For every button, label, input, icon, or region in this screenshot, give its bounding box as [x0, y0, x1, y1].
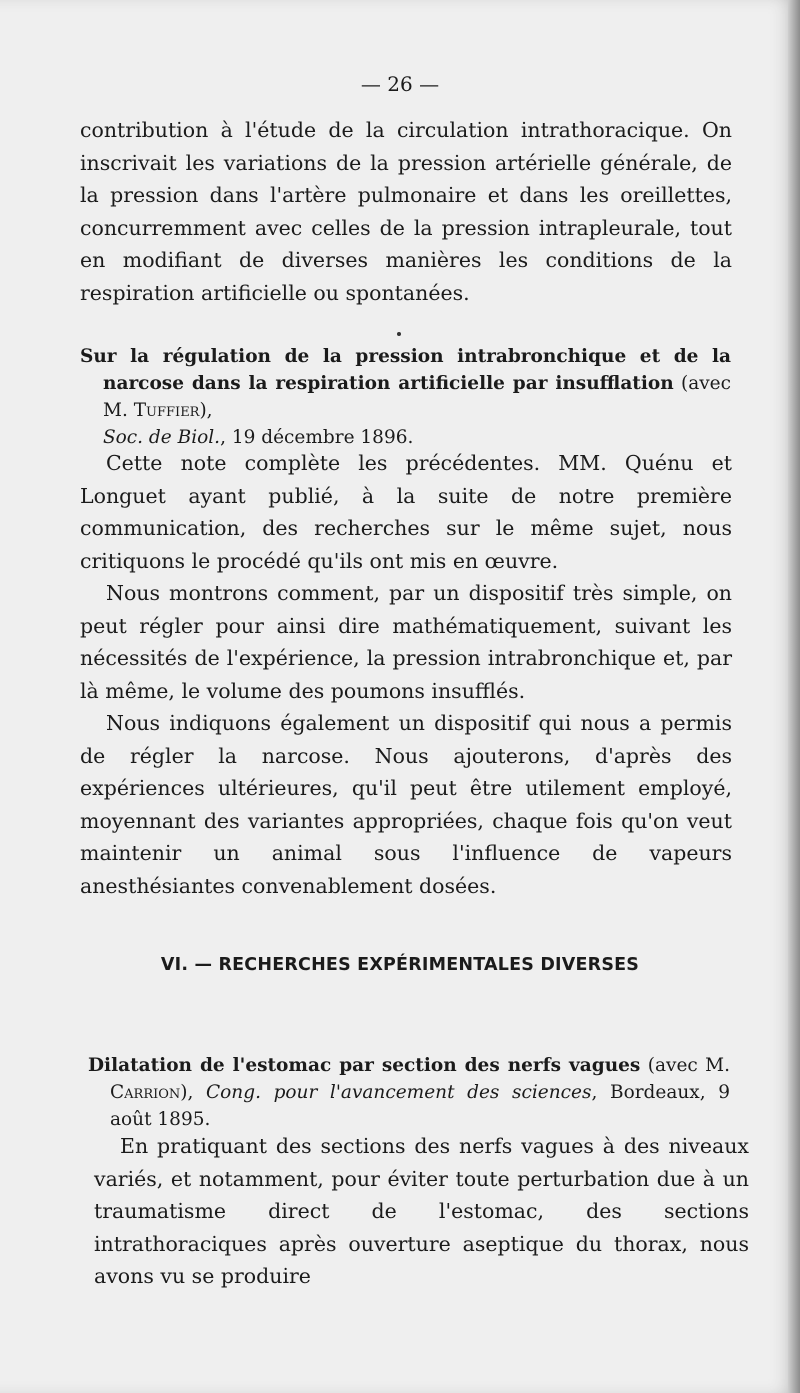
- entry-2-coauthor: Carrion: [110, 1082, 181, 1103]
- entry-1-coauthor: Tuffier: [133, 400, 200, 421]
- entry-2-paragraph: En pratiquant des sections des nerfs vagues à des niveaux variés, et notamment, pour éviter toute perturbation due à un traumatisme direct de l'estomac, des sections intrathoraciques après ouverture aseptique du thorax, nous avons vu se produire: [94, 1134, 749, 1288]
- entry-1-date: , 19 décembre 1896.: [220, 427, 414, 448]
- entry-2-body: [94, 1130, 749, 1293]
- bibliography-entry-2: Dilatation de l'estomac par section des nerfs vagues (avec M. Carrion), Cong. pour l'avancement des sciences, Bordeaux, 9 août 1895.: [88, 1055, 730, 1130]
- page-edge-shadow: [788, 0, 800, 1393]
- entry-1-body: [80, 447, 732, 902]
- ink-speck: [397, 332, 401, 336]
- entry-2-title: Dilatation de l'estomac par section des nerfs vagues: [88, 1055, 641, 1076]
- page-number: — 26 —: [360, 72, 440, 96]
- bibliography-entry-1: Sur la régulation de la pression intrabronchique et de la narcose dans la respiration artificielle par insufflation (avec M. Tuffier), Soc. de Biol., 19 décembre 1896.: [80, 346, 731, 448]
- entry-1-paragraph-2: Nous montrons comment, par un dispositif très simple, on peut régler pour ainsi dire mathématiquement, suivant les nécessités de l'expérience, la pression intrabronchique et, par là même, le volume des poumons insufflés.: [80, 581, 732, 703]
- section-heading: VI. — RECHERCHES EXPÉRIMENTALES DIVERSES: [160, 955, 640, 975]
- entry-1-journal: Soc. de Biol.: [103, 427, 221, 448]
- entry-1-title: Sur la régulation de la pression intrabronchique et de la narcose dans la respiration artificielle par insufflation: [80, 346, 731, 394]
- entry-2-journal: Cong. pour l'avancement des sciences: [206, 1082, 592, 1103]
- entry-1-source: [103, 427, 413, 448]
- entry-2-date: , Bordeaux, 9 août 1895.: [110, 1082, 730, 1130]
- entry-1-paragraph-1: Cette note complète les précédentes. MM. Quénu et Longuet ayant publié, à la suite de notre première communication, des recherches sur le même sujet, nous critiquons le procédé qu'ils ont mis en œuvre.: [80, 451, 732, 573]
- top-paragraph-block: [80, 114, 732, 309]
- top-paragraph: contribution à l'étude de la circulation intrathoracique. On inscrivait les variations de la pression artérielle générale, de la pression dans l'artère pulmonaire et dans les oreillettes, concurremment avec celles de la pression intrapleurale, tout en modifiant de diverses manières les conditions de la respiration artificielle ou spontanées.: [80, 118, 732, 305]
- entry-1-paragraph-3: Nous indiquons également un dispositif qui nous a permis de régler la narcose. Nous ajouterons, d'après des expériences ultérieures, qu'il peut être utilement employé, moyennant des variantes appropriées, chaque fois qu'on veut maintenir un animal sous l'influence de vapeurs anesthésiantes convenablement dosées.: [80, 711, 732, 898]
